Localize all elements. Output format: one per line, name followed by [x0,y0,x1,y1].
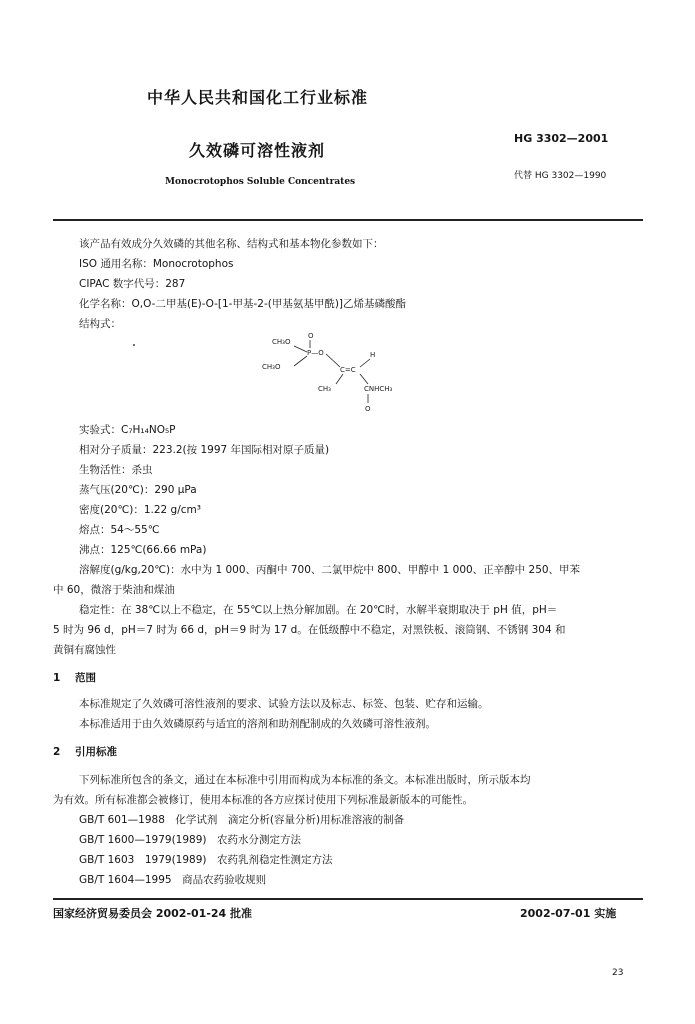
issuing-organization: 中华人民共和国化工行业标准 [147,88,369,107]
footer-divider [53,898,643,900]
struct-ch3: CH₃ [318,385,331,393]
reference-item: GB/T 601—1988 化学试剂 滴定分析(容量分析)用标准溶液的制备 [79,814,405,826]
section-2-paragraph-line-2: 为有效。所有标准都会被修订，使用本标准的各方应探讨使用下列标准最新版本的可能性。 [53,794,473,806]
section-2-paragraph-line-1: 下列标准所包含的条文，通过在本标准中引用而构成为本标准的条文。本标准出版时，所示版本均 [79,774,531,786]
struct-ch3o-top: CH₃O [272,338,291,346]
reference-item: GB/T 1603 1979(1989) 农药乳剂稳定性测定方法 [79,854,333,866]
boiling-point: 沸点：125℃(66.66 mPa) [79,544,207,556]
section-1-title: 范围 [75,672,96,684]
struct-h: H [370,351,376,359]
struct-o-double: O [308,333,314,340]
stability-line-3: 黄铜有腐蚀性 [53,644,116,656]
empirical-formula: 实验式：C₇H₁₄NO₅P [79,424,176,436]
struct-c-eq-c: C=C [340,366,356,374]
struct-bond-o-c [326,354,340,367]
section-2-number: 2 [53,746,61,758]
section-1-number: 1 [53,672,61,684]
struct-o-bottom: O [365,405,371,413]
stability-line-2: 5 时为 96 d，pH＝7 时为 66 d，pH＝9 时为 17 d。在低级醇中不稳定，对黑铁板、滚筒钢、不锈钢 304 和 [53,624,566,636]
struct-bond-top-o [294,346,307,352]
structure-label: 结构式： [79,318,121,330]
header-divider [53,219,643,221]
cipac-code: CIPAC 数字代号：287 [79,278,186,290]
struct-bond-c-ch3 [336,374,343,384]
solubility-line-2: 中 60，微溶于柴油和煤油 [53,584,175,596]
section-2-heading [53,744,117,759]
intro-lead: 该产品有效成分久效磷的其他名称、结构式和基本物化参数如下： [79,238,384,250]
biological-activity: 生物活性：杀虫 [79,464,153,476]
struct-cnhch3: CNHCH₃ [364,385,393,393]
stray-mark [133,344,135,346]
page-number: 23 [612,968,624,978]
struct-bond-c-amide [360,374,368,384]
reference-item: GB/T 1600—1979(1989) 农药水分测定方法 [79,834,301,846]
struct-bond-bottom-o [294,356,307,366]
solubility-line-1: 溶解度(g/kg,20℃)：水中为 1 000、丙酮中 700、二氯甲烷中 800、甲醇中 1 000、正辛醇中 250、甲苯 [79,564,581,576]
density: 密度(20℃)：1.22 g/cm³ [79,504,201,516]
struct-p: P—O [307,349,324,357]
standard-title-en: Monocrotophos Soluble Concentrates [165,177,356,187]
melting-point: 熔点：54～55℃ [79,524,160,536]
standard-replaces: 代替 HG 3302—1990 [514,171,607,181]
standard-title-cn: 久效磷可溶性液剂 [189,141,326,160]
approval-date: 国家经济贸易委员会 2002-01-24 批准 [53,907,253,920]
struct-bond-c-h [360,359,370,367]
implementation-date: 2002-07-01 实施 [520,907,617,920]
chemical-name: 化学名称：O,O-二甲基(E)-O-[1-甲基-2-(甲基氨基甲酰)]乙烯基磷酸酯 [79,298,407,310]
iso-common-name: ISO 通用名称：Monocrotophos [79,258,234,270]
vapor-pressure: 蒸气压(20℃)：290 μPa [79,484,197,496]
structural-formula [260,333,420,413]
section-1-paragraph-2: 本标准适用于由久效磷原药与适宜的溶剂和助剂配制成的久效磷可溶性液剂。 [79,718,436,730]
stability-line-1: 稳定性：在 38℃以上不稳定，在 55℃以上热分解加剧。在 20℃时，水解半衰期取决于 pH 值，pH＝ [79,604,558,616]
standard-code: HG 3302—2001 [514,132,609,145]
section-2-title: 引用标准 [75,746,117,758]
struct-ch3o-bottom: CH₃O [262,363,281,371]
reference-item: GB/T 1604—1995 商品农药验收规则 [79,874,267,886]
molecular-mass: 相对分子质量：223.2(按 1997 年国际相对原子质量) [79,444,330,456]
section-1-paragraph-1: 本标准规定了久效磷可溶性液剂的要求、试验方法以及标志、标签、包装、贮存和运输。 [79,698,489,710]
section-1-heading [53,670,96,685]
